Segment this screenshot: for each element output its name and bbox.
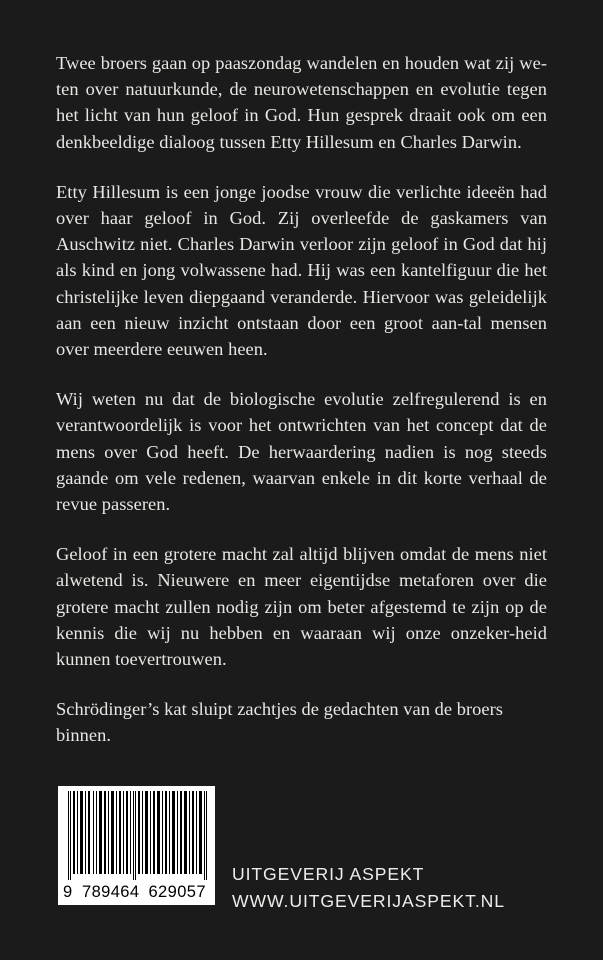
publisher-website[interactable]: WWW.UITGEVERIJASPEKT.NL <box>232 891 505 911</box>
barcode-digit-group-3: 629057 <box>148 882 206 901</box>
barcode-icon <box>68 791 210 880</box>
blurb-paragraph-4: Geloof in een grotere macht zal altijd blijven omdat de mens niet alwetend is. Nieuwere en meer eigentijdse metaforen over die grotere macht zullen nodig zijn om beter afgestemd te zijn op de kennis die wij nu hebben en waaraan wij onze onzeker-heid kunnen toevertrouwen. <box>56 544 547 670</box>
publisher-name: UITGEVERIJ ASPEKT <box>232 864 425 884</box>
barcode-digit-group-1: 9 <box>63 882 73 901</box>
blurb-paragraph-1: Twee broers gaan op paaszondag wandelen en houden wat zij we-ten over natuurkunde, de neurowetenschappen en evolutie tegen het licht van hun geloof in God. Hun gesprek draait ook om een denkbeeldige dialoog tussen Etty Hillesum en Charles Darwin. <box>56 53 547 152</box>
blurb-text-block <box>56 50 547 749</box>
cover-footer <box>0 786 603 916</box>
barcode-digit-group-2: 789464 <box>82 882 140 901</box>
blurb-paragraph-3: Wij weten nu dat de biologische evolutie zelfregulerend is en verantwoordelijk is voor het ontwrichten van het concept dat de mens over God heeft. De herwaardering nadien is nog steeds gaande om vele redenen, waarvan enkele in dit korte verhaal de revue passeren. <box>56 389 547 515</box>
blurb-paragraph-5: Schrödinger’s kat sluipt zachtjes de gedachten van de broers binnen. <box>56 699 503 746</box>
barcode-digits <box>63 881 210 903</box>
isbn-barcode <box>58 786 215 905</box>
publisher-info <box>232 861 505 915</box>
blurb-paragraph-2: Etty Hillesum is een jonge joodse vrouw die verlichte ideeën had over haar geloof in God. Zij overleefde de gaskamers van Auschwitz niet. Charles Darwin verloor zijn geloof in God dat hij als kind en jong volwassene had. Hij was een kantelfiguur die het christelijke leven diepgaand veranderde. Hiervoor was geleidelijk aan een nieuw inzicht ontstaan door een groot aan-tal mensen over meerdere eeuwen heen. <box>56 181 547 360</box>
